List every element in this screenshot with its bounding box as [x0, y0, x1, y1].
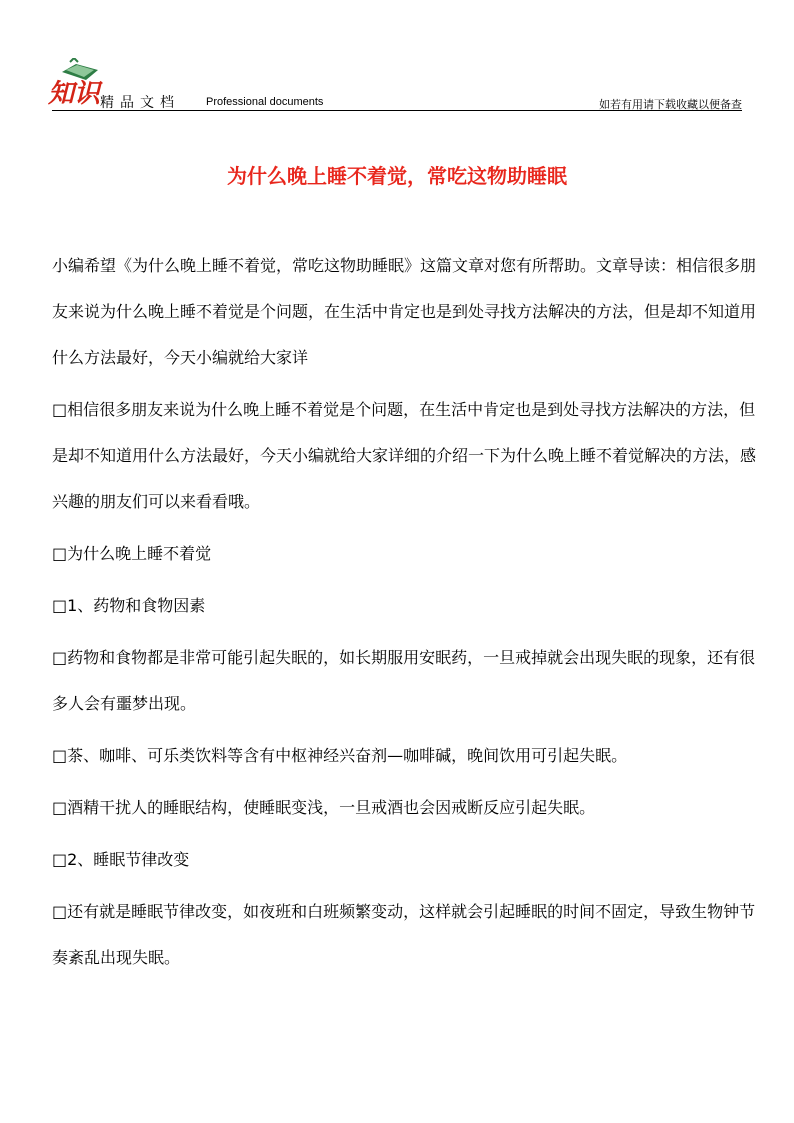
subsection-heading-1: □1、药物和食物因素	[52, 596, 206, 615]
book-icon	[62, 58, 98, 80]
page-header	[0, 0, 794, 120]
paragraph-drugs-food: □药物和食物都是非常可能引起失眠的，如长期服用安眠药，一旦戒掉就会出现失眠的现象，还有很多人会有噩梦出现。	[52, 648, 756, 713]
header-brand-english: Professional documents	[206, 96, 324, 108]
header-brand: 精品文档	[100, 95, 180, 111]
logo-text: 知识	[48, 79, 101, 109]
section-heading: □为什么晚上睡不着觉	[52, 544, 212, 563]
paragraph-alcohol: □酒精干扰人的睡眠结构，使睡眠变浅，一旦戒酒也会因戒断反应引起失眠。	[52, 798, 596, 817]
subsection-heading-2: □2、睡眠节律改变	[52, 850, 190, 869]
logo-icon	[46, 58, 104, 110]
paragraph-sleep-rhythm: □还有就是睡眠节律改变，如夜班和白班频繁变动，这样就会引起睡眠的时间不固定，导致生物钟节奏紊乱出现失眠。	[52, 902, 756, 967]
header-divider	[52, 110, 742, 111]
document-title: 为什么晚上睡不着觉，常吃这物助睡眠	[227, 164, 567, 188]
paragraph-caffeine: □茶、咖啡、可乐类饮料等含有中枢神经兴奋剂—咖啡碱，晚间饮用可引起失眠。	[52, 746, 628, 765]
paragraph-intro: 小编希望《为什么晚上睡不着觉，常吃这物助睡眠》这篇文章对您有所帮助。文章导读：相信很多朋友来说为什么晚上睡不着觉是个问题，在生活中肯定也是到处寻找方法解决的方法，但是却不知道用什么方法最好，今天小编就给大家详	[52, 256, 757, 367]
document-body	[52, 243, 768, 987]
paragraph-summary: □相信很多朋友来说为什么晚上睡不着觉是个问题，在生活中肯定也是到处寻找方法解决的方法，但是却不知道用什么方法最好，今天小编就给大家详细的介绍一下为什么晚上睡不着觉解决的方法，感兴趣的朋友们可以来看看哦。	[52, 400, 757, 511]
header-note: 如若有用请下载收藏以便备查	[599, 98, 742, 111]
